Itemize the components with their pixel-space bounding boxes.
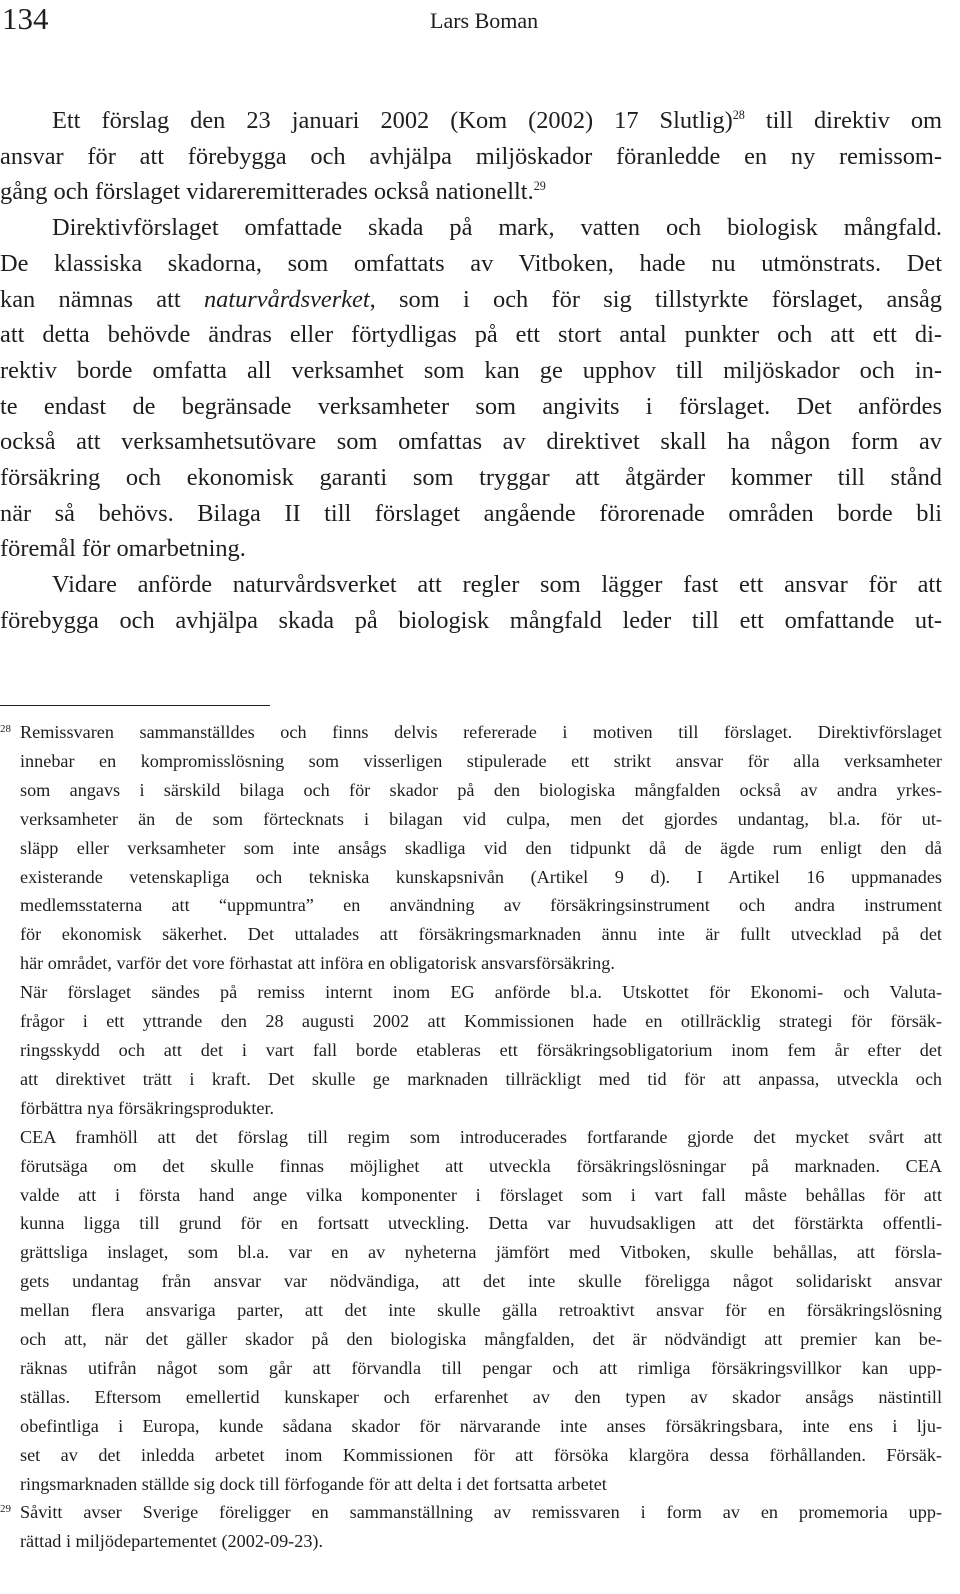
- text-line: Ett förslag den 23 januari 2002 (Kom (2002) 17 Slutlig)$^{28}$ till direktiv om: [52, 107, 942, 134]
- text-line: när så behövs. Bilaga II till förslaget angående förorenade områden borde bli: [0, 499, 942, 527]
- footnote-text: [20, 1498, 942, 1556]
- text-line: ansvar för att förebygga och avhjälpa miljöskador föranledde en ny remissom-: [0, 142, 942, 170]
- footnote-line: som angavs i särskild bilaga och för skador på den biologiska mångfalden också av andra yrkes-: [20, 779, 942, 800]
- footnote-divider: [0, 705, 270, 706]
- footnote-line: frågor i ett yttrande den 28 augusti 2002 att Kommissionen hade en otillräcklig strategi för försäk-: [20, 1011, 942, 1032]
- footnote-line: ringsskydd och att det i vart fall borde etableras ett försäkringsobligatorium inom fem år efter det: [20, 1039, 942, 1060]
- footnote-line: När förslaget sändes på remiss internt inom EG anförde bl.a. Utskottet för Ekonomi- och Valuta-: [20, 982, 942, 1003]
- footnote-line: obefintliga i Europa, kunde sådana skador för närvarande inte anses försäkringsbara, inte ens i lju-: [20, 1415, 942, 1436]
- text-line: försäkring och ekonomisk garanti som tryggar att åtgärder kommer till stånd: [0, 464, 942, 492]
- footnote-line: rättad i miljödepartementet (2002-09-23).: [20, 1531, 324, 1552]
- paragraph-2: [0, 567, 942, 638]
- footnote-line: för ekonomisk säkerhet. Det uttalades att försäkringsmarknaden ännu inte är fullt utvecklad på det: [20, 924, 942, 945]
- paragraph-1: [0, 103, 942, 567]
- footnote-line: här området, varför det vore förhastat att införa en obligatorisk ansvarsförsäkring.: [20, 953, 615, 974]
- text-line: Direktivförslaget omfattade skada på mark, vatten och biologisk mångfald.: [52, 214, 942, 242]
- running-head: Lars Boman: [430, 8, 539, 33]
- footnote-line: gets undantag från ansvar var nödvändiga, att det inte skulle föreligga något solidariskt ansvar: [20, 1271, 942, 1292]
- footnote-line: existerande vetenskapliga och tekniska kunskapsnivån (Artikel 9 d). I Artikel 16 uppmanades: [20, 866, 942, 887]
- footnote-line: släpp eller verksamheter som inte ansågs skadliga vid den tidpunkt då de ägde rum enligt den då: [20, 837, 942, 858]
- text-line: rektiv borde omfatta all verksamhet som kan ge upphov till miljöskador och in-: [0, 356, 942, 384]
- text-line: kan nämnas att naturvårdsverket, som i och för sig tillstyrkte förslaget, ansåg: [0, 285, 942, 313]
- footnote-line: Såvitt avser Sverige föreligger en sammanställning av remissvaren i form av en promemoria upp-: [20, 1502, 942, 1523]
- text-line: gång och förslaget vidareremitterades också nationellt.$^{29}$: [0, 178, 546, 206]
- footnote-number: 29: [0, 1503, 11, 1516]
- footnote-text: [20, 718, 942, 1498]
- emphasis: naturvårdsverket: [203, 285, 370, 313]
- footnote-line: ringsmarknaden ställde sig dock till förfogande för att delta i det fortsatta arbetet: [20, 1473, 607, 1494]
- footnote-line: räknas utifrån något som går att förvandla till pengar och att rimliga försäkringsvillkor kan upp-: [20, 1357, 942, 1378]
- footnote-line: förbättra nya försäkringsprodukter.: [20, 1097, 275, 1118]
- footnote-line: ställas. Eftersom emellertid kunskaper och erfarenhet av den typen av skador ansågs nästintill: [20, 1386, 942, 1407]
- text-line: förebygga och avhjälpa skada på biologisk mångfald leder till ett omfattande ut-: [0, 606, 942, 634]
- text-line: att detta behövde ändras eller förtydligas på ett stort antal punkter och att ett di-: [0, 321, 942, 349]
- footnote-number: 28: [0, 723, 11, 735]
- footnote-ref-29: 29: [533, 179, 546, 194]
- text-line: te endast de begränsade verksamheter som angivits i förslaget. Det anfördes: [0, 392, 942, 420]
- footnote-line: förutsäga om det skulle finnas möjlighet att utveckla försäkringslösningar på marknaden. CEA: [20, 1155, 942, 1176]
- footnote-line: mellan flera ansvariga parter, att det inte skulle gälla retroaktivt ansvar för en försäkringslösning: [20, 1300, 942, 1321]
- footnote-line: medlemsstaterna att “uppmuntra” en användning av försäkringsinstrument och andra instrument: [20, 895, 942, 916]
- footnote-line: att direktivet trätt i kraft. Det skulle ge marknaden tillräckligt med tid för att anpassa, utveckla och: [20, 1068, 942, 1089]
- footnote-ref-28: 28: [732, 107, 745, 122]
- footnote-line: verksamheter än de som förtecknats i bilagan vid culpa, men det gjordes undantag, bl.a. för ut-: [20, 808, 942, 829]
- footnote-line: CEA framhöll att det förslag till regim som introducerades fortfarande gjorde det mycket svårt att: [20, 1126, 942, 1147]
- footnote-line: och att, när det gäller skador på den biologiska mångfalden, det är nödvändigt att premier kan be-: [20, 1329, 942, 1350]
- text-line: föremål för omarbetning.: [0, 535, 246, 563]
- footnote-29: [0, 1498, 942, 1556]
- text-line: också att verksamhetsutövare som omfattas av direktivet skall ha någon form av: [0, 428, 942, 456]
- footnotes: [0, 718, 942, 1556]
- footnote-line: innebar en kompromisslösning som visserligen stipulerade ett strikt ansvar för alla verksamheter: [20, 750, 942, 771]
- footnote-line: grättsliga inslaget, som bl.a. var en av nyheterna jämfört med Vitboken, skulle behållas, att försla-: [20, 1242, 942, 1263]
- footnote-28: [0, 718, 942, 1498]
- page-number: 134: [2, 1, 49, 36]
- text-line: Vidare anförde naturvårdsverket att regler som lägger fast ett ansvar för att: [52, 571, 942, 599]
- main-text: [0, 103, 942, 639]
- footnote-line: set av det inledda arbetet inom Kommissionen för att försöka klargöra dessa förhållanden. Försäk-: [20, 1444, 942, 1465]
- footnote-line: valde att i första hand ange vilka komponenter i förslaget som i vart fall måste behållas för att: [20, 1184, 942, 1205]
- text-line: De klassiska skadorna, som omfattats av Vitboken, hade nu utmönstrats. Det: [0, 249, 942, 277]
- footnote-line: Remissvaren sammanställdes och finns delvis refererade i motiven till förslaget. Direktivförslaget: [20, 722, 942, 742]
- footnote-line: kunna ligga till grund för en fortsatt utveckling. Detta var huvudsakligen att det förstärkta offentli-: [20, 1213, 942, 1234]
